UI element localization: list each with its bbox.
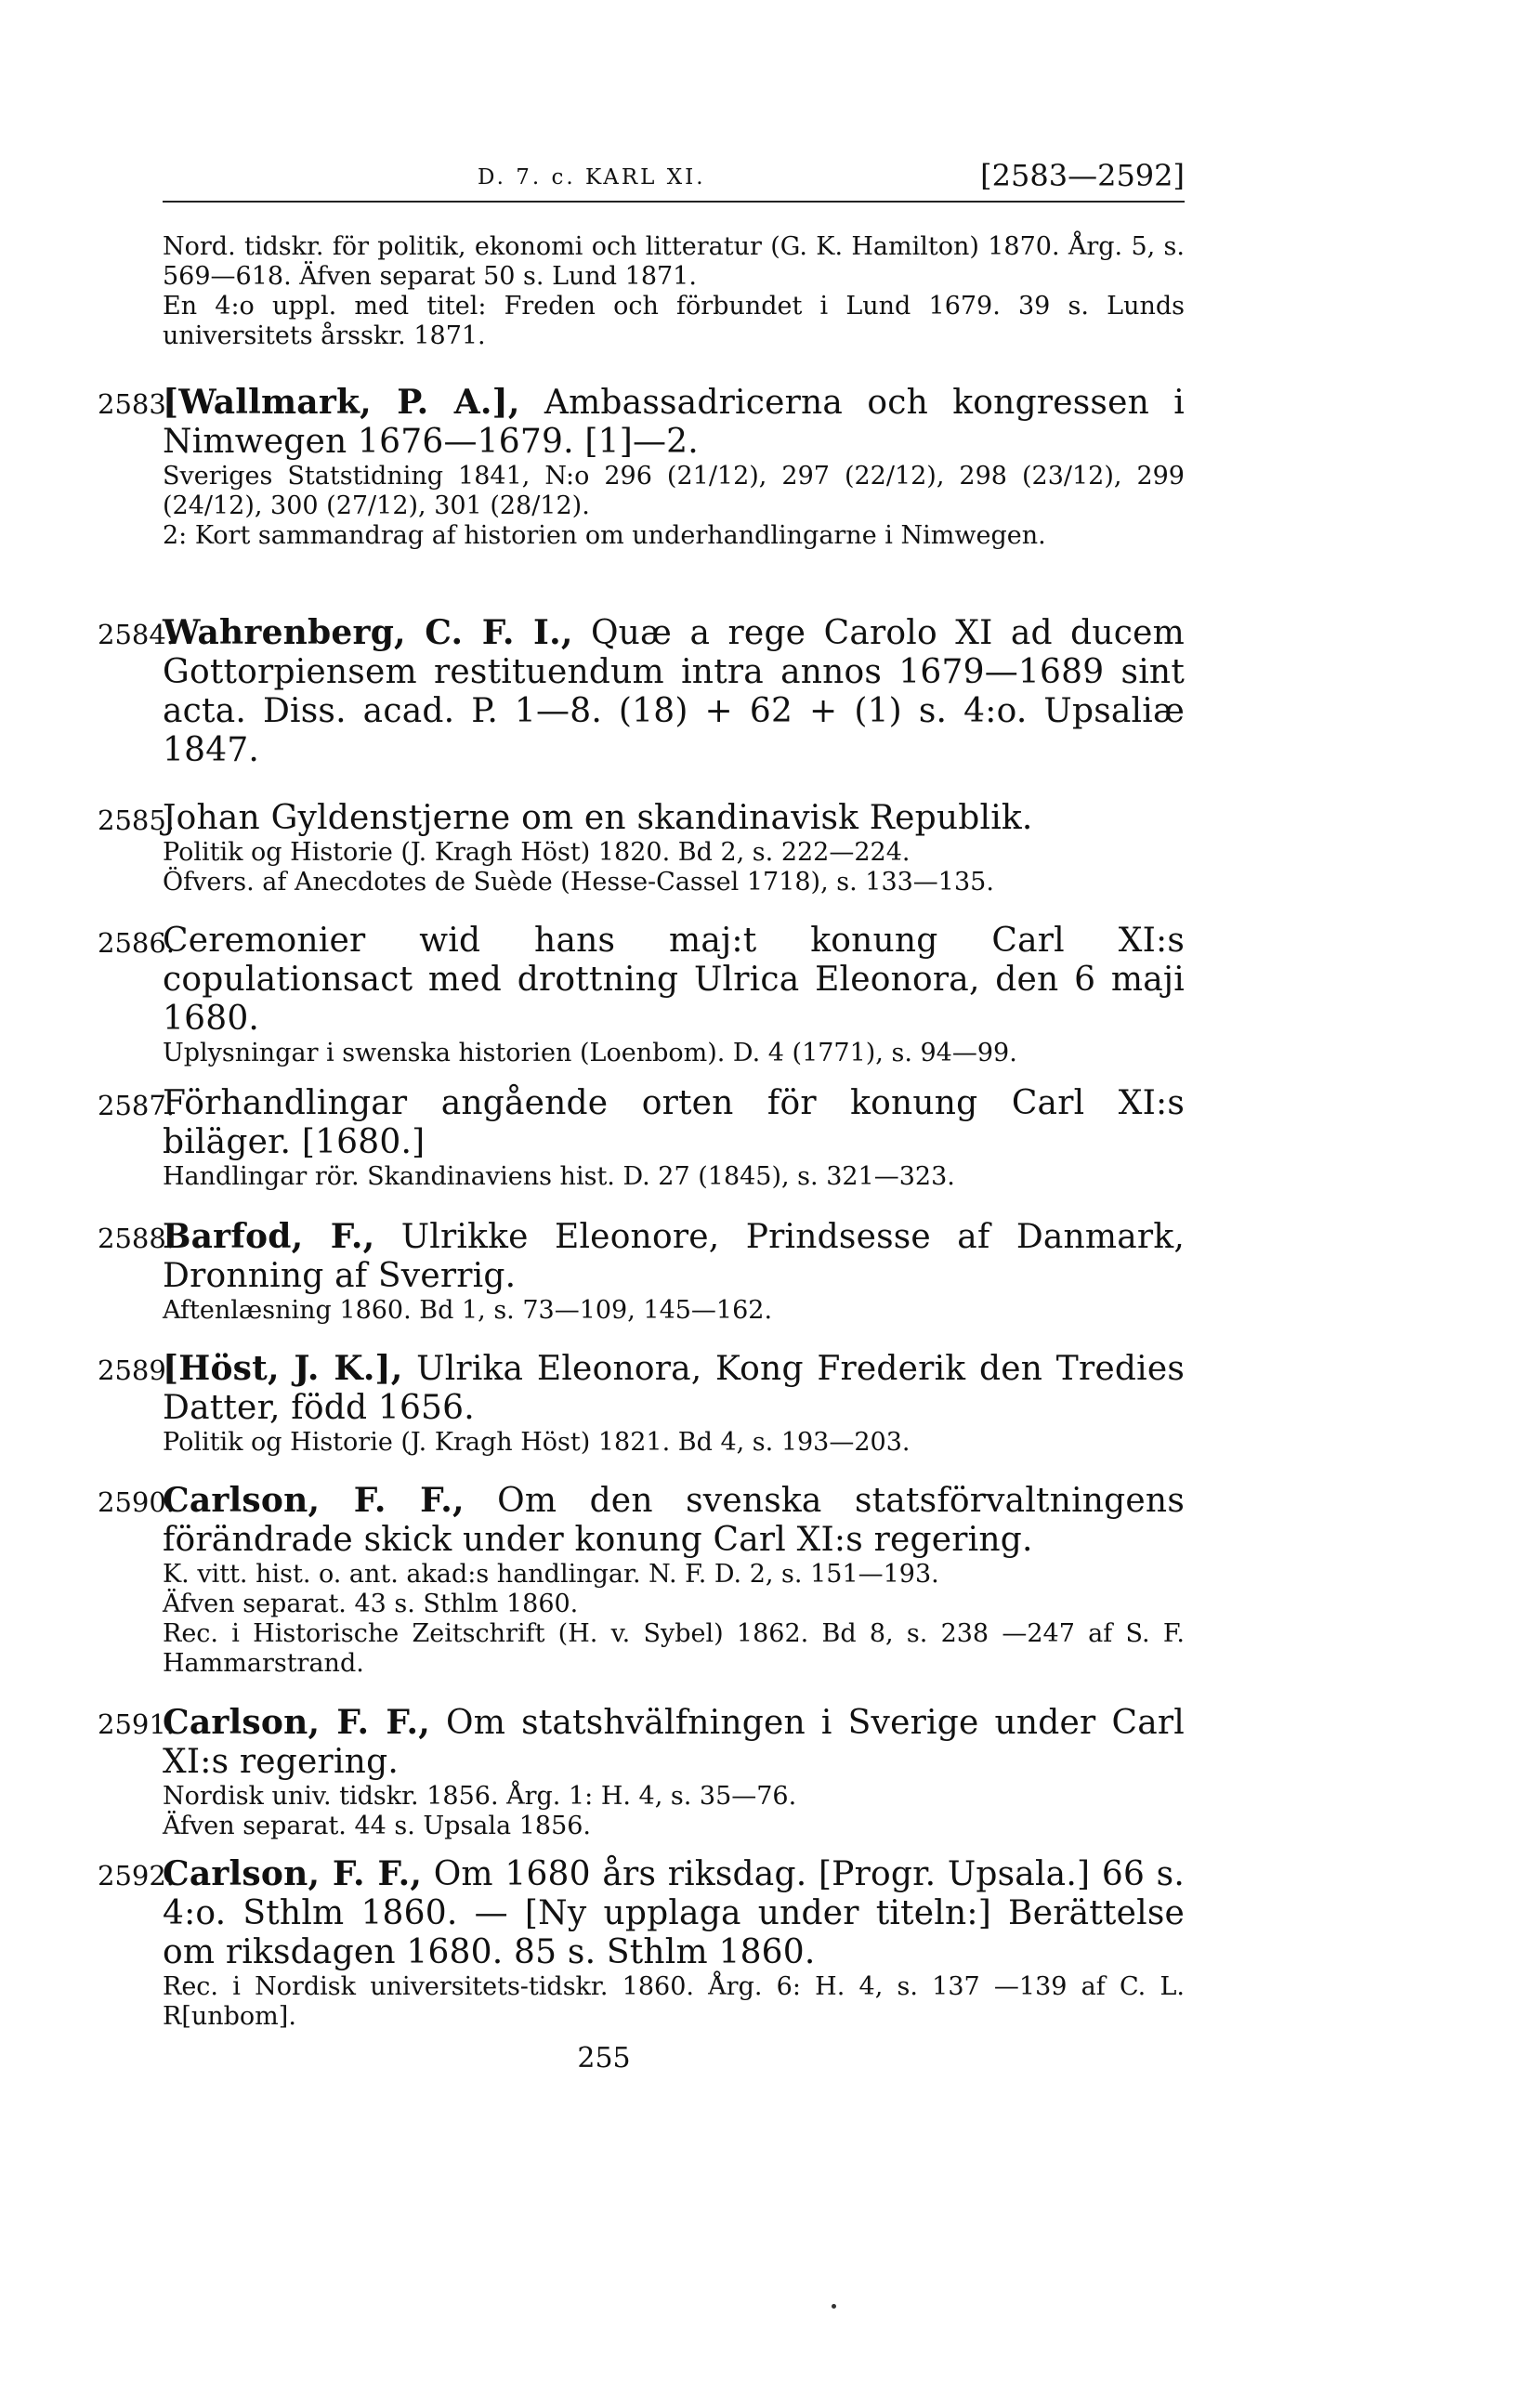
entry-body [163, 1703, 1185, 1841]
entry-note: Aftenlæsning 1860. Bd 1, s. 73—109, 145—162. [163, 1296, 773, 1325]
entry-title-text: Ulrika Eleonora, Kong Frederik den Tredies Datter, född 1656. [163, 1350, 1185, 1427]
preamble-note: Nord. tidskr. för politik, ekonomi och litteratur (G. K. Hamilton) 1870. Årg. 5, s. 569—618. Äfven separat 50 s. Lund 1871. [163, 232, 1185, 291]
entry-body [163, 1854, 1185, 2032]
entry-title: Förhandlingar angående orten för konung Carl XI:s biläger. [1680.] [163, 1084, 1185, 1161]
entry-author: [Höst, J. K.], [163, 1349, 403, 1388]
entry-number: 2583. [98, 388, 176, 420]
running-head: D. 7. c. KARL XI. [478, 165, 706, 190]
entry-number: 2589. [98, 1354, 176, 1386]
entry-author: Barfod, F., [163, 1217, 375, 1256]
entry-note: K. vitt. hist. o. ant. akad:s handlingar. N. F. D. 2, s. 151—193. [163, 1560, 939, 1589]
entry-author: Carlson, F. F., [163, 1854, 423, 1893]
entry-range: [2583—2592] [980, 158, 1185, 193]
entry-note: Öfvers. af Anecdotes de Suède (Hesse-Cassel 1718), s. 133—135. [163, 868, 994, 896]
entry-number: 2584. [98, 619, 176, 650]
entry-title-text: Om 1680 års riksdag. [Progr. Upsala.] 66 s. 4:o. Sthlm 1860. — [Ny upplaga under titeln:] Berättelse om riksdagen 1680. 85 s. Sthlm 1860. [163, 1855, 1185, 1971]
entry-author: Wahrenberg, C. F. I., [163, 613, 573, 652]
entry-body [163, 1349, 1185, 1458]
entry-number: 2585. [98, 805, 176, 836]
entry-title-text: Ulrikke Eleonore, Prindsesse af Danmark, Dronning af Sverrig. [163, 1218, 1185, 1295]
entry-note: Äfven separat. 43 s. Sthlm 1860. [163, 1590, 579, 1618]
entry-note: Rec. i Nordisk universitets-tidskr. 1860. Årg. 6: H. 4, s. 137 —139 af C. L. R[unbom]. [163, 1972, 1185, 2031]
entry-body [163, 1217, 1185, 1326]
preamble-note: En 4:o uppl. med titel: Freden och förbundet i Lund 1679. 39 s. Lunds universitets årsskr. 1871. [163, 292, 1185, 350]
entry-title: Ceremonier wid hans maj:t konung Carl XI:s copulationsact med drottning Ulrica Eleonora, den 6 maji 1680. [163, 922, 1185, 1038]
entry-number: 2592. [98, 1860, 176, 1891]
review-note: Rec. i Historische Zeitschrift (H. v. Sybel) 1862. Bd 8, s. 238 —247 af S. F. Hammarstrand. [163, 1619, 1185, 1678]
entry-body [163, 1481, 1185, 1679]
entry-title [163, 1481, 1185, 1560]
entry-body [163, 613, 1185, 770]
entry-number: 2591. [98, 1708, 176, 1740]
print-speck [832, 2304, 836, 2309]
entry-title [163, 1703, 1185, 1782]
entry-number: 2586. [98, 927, 176, 959]
entry-note: Uplysningar i swenska historien (Loenbom). D. 4 (1771), s. 94—99. [163, 1039, 1017, 1067]
entry-title [163, 1854, 1185, 1972]
entry-note: Äfven separat. 44 s. Upsala 1856. [163, 1812, 592, 1840]
entry-body [163, 1084, 1185, 1192]
entry-note: Sveriges Statstidning 1841, N:o 296 (21/12), 297 (22/12), 298 (23/12), 299 (24/12), 300 (27/12), 301 (28/12). [163, 462, 1185, 520]
entry-number: 2590. [98, 1486, 176, 1518]
entry-note: Politik og Historie (J. Kragh Höst) 1820. Bd 2, s. 222—224. [163, 838, 911, 867]
entry-title [163, 1349, 1185, 1428]
entry-number: 2588. [98, 1223, 176, 1254]
entry-title-text: Om den svenska statsförvaltningens förändrade skick under konung Carl XI:s regering. [163, 1482, 1185, 1559]
entry-note: Politik og Historie (J. Kragh Höst) 1821. Bd 4, s. 193—203. [163, 1428, 911, 1457]
entry-note: Handlingar rör. Skandinaviens hist. D. 27 (1845), s. 321—323. [163, 1162, 955, 1191]
entry-title: Johan Gyldenstjerne om en skandinavisk Republik. [163, 799, 1033, 837]
entry-title-text: Om statshvälfningen i Sverige under Carl XI:s regering. [163, 1704, 1185, 1781]
entry-note [163, 1619, 1185, 1679]
continued-entry-notes [163, 232, 1185, 351]
page-number: 255 [577, 2042, 631, 2074]
entry-title-text: Quæ a rege Carolo XI ad ducem Gottorpiensem restituendum intra annos 1679—1689 sint acta. Diss. acad. P. 1—8. (18) + 62 + (1) s. 4:o. Upsaliæ 1847. [163, 614, 1185, 769]
entry-title-text: Ambassadricerna och kongressen i Nimwegen 1676—1679. [1]—2. [163, 384, 1185, 461]
entry-number: 2587. [98, 1090, 176, 1121]
entry-author: [Wallmark, P. A.], [163, 383, 520, 422]
entry-body [163, 799, 1185, 897]
entry-author: Carlson, F. F., [163, 1703, 430, 1742]
entry-note: 2: Kort sammandrag af historien om underhandlingarne i Nimwegen. [163, 521, 1046, 550]
entry-title [163, 383, 1185, 462]
entry-note: Nordisk univ. tidskr. 1856. Årg. 1: H. 4, s. 35—76. [163, 1782, 797, 1811]
entry-body [163, 922, 1185, 1068]
entry-body [163, 383, 1185, 551]
entry-title [163, 1217, 1185, 1296]
entry-title [163, 613, 1185, 770]
entry-author: Carlson, F. F., [163, 1481, 465, 1520]
page-header [163, 158, 1185, 203]
